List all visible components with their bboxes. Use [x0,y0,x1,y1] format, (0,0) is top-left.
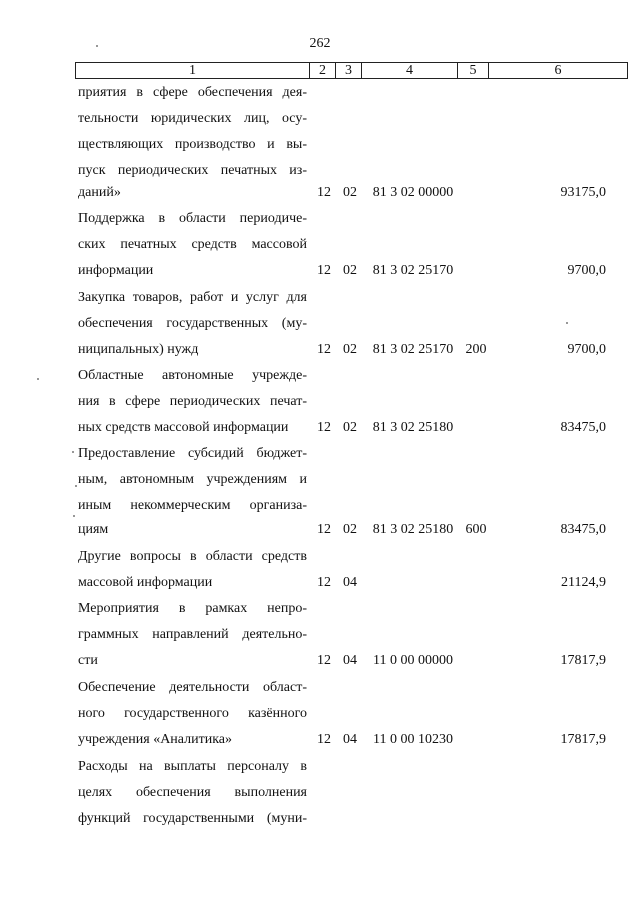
subsection-code: 04 [343,653,357,668]
amount: 17817,9 [560,732,606,747]
row-description-line: ществляющих производство и вы- [78,137,307,152]
row-description-line: ния в сфере периодических печат- [78,394,307,409]
scan-speck [72,451,74,453]
scan-speck [96,45,98,47]
row-description-line: функций государственными (муни- [78,811,307,826]
row-description-line: ских печатных средств массовой [78,237,307,252]
column-header-6: 6 [489,63,628,79]
column-header-2: 2 [310,63,336,79]
amount: 83475,0 [560,420,606,435]
amount: 9700,0 [567,263,606,278]
row-description-line: ным, автономным учреждениям и [78,472,307,487]
row-description-line: учреждения «Аналитика» [78,732,233,747]
target-article-code: 81 3 02 25180 [372,522,454,537]
page-number: 262 [309,36,331,51]
amount: 83475,0 [560,522,606,537]
scan-speck [566,322,568,324]
row-description-line: приятия в сфере обеспечения дея- [78,85,307,100]
scan-speck [73,515,75,517]
column-header-1: 1 [76,63,310,79]
row-description-line: Поддержка в области периодиче- [78,211,307,226]
row-description-line: пуск периодических печатных из- [78,163,307,178]
amount: 21124,9 [561,575,606,590]
row-description-line: сти [78,653,98,668]
section-code: 12 [317,653,331,668]
row-description-line: Предоставление субсидий бюджет- [78,446,307,461]
row-description-line: Мероприятия в рамках непро- [78,601,307,616]
section-code: 12 [317,342,331,357]
row-description-line: тельности юридических лиц, осу- [78,111,307,126]
row-description-line: ных средств массовой информации [78,420,289,435]
column-header-row [76,63,628,79]
target-article-code: 81 3 02 25180 [372,420,454,435]
column-header-3: 3 [336,63,362,79]
amount: 17817,9 [560,653,606,668]
row-description-line: Обеспечение деятельности област- [78,680,307,695]
row-description-line: Другие вопросы в области средств [78,549,307,564]
target-article-code: 11 0 00 00000 [373,653,453,668]
scan-speck [75,485,77,487]
row-description-line: даний» [78,185,121,200]
scan-speck [37,378,39,380]
row-description-line: обеспечения государственных (му- [78,316,307,331]
row-description-line: Закупка товаров, работ и услуг для [78,290,307,305]
subsection-code: 04 [343,732,357,747]
row-description-line: целях обеспечения выполнения [78,785,307,800]
row-description-line: информации [78,263,154,278]
section-code: 12 [317,522,331,537]
subsection-code: 04 [343,575,357,590]
section-code: 12 [317,575,331,590]
section-code: 12 [317,420,331,435]
column-header-5: 5 [458,63,489,79]
subsection-code: 02 [343,185,357,200]
subsection-code: 02 [343,342,357,357]
target-article-code: 11 0 00 10230 [373,732,453,747]
row-description-line: иным некоммерческим организа- [78,498,307,513]
subsection-code: 02 [343,263,357,278]
expense-type-code: 600 [465,522,487,537]
column-header-4: 4 [362,63,458,79]
subsection-code: 02 [343,420,357,435]
subsection-code: 02 [343,522,357,537]
target-article-code: 81 3 02 25170 [372,263,454,278]
target-article-code: 81 3 02 00000 [372,185,454,200]
row-description-line: ниципальных) нужд [78,342,199,357]
row-description-line: ного государственного казённого [78,706,307,721]
expense-type-code: 200 [465,342,487,357]
row-description-line: Расходы на выплаты персоналу в [78,759,307,774]
section-code: 12 [317,185,331,200]
column-header-table [75,62,628,79]
row-description-line: граммных направлений деятельно- [78,627,307,642]
section-code: 12 [317,263,331,278]
row-description-line: Областные автономные учрежде- [78,368,307,383]
amount: 93175,0 [560,185,606,200]
row-description-line: циям [78,522,109,537]
row-description-line: массовой информации [78,575,213,590]
target-article-code: 81 3 02 25170 [372,342,454,357]
section-code: 12 [317,732,331,747]
amount: 9700,0 [567,342,606,357]
